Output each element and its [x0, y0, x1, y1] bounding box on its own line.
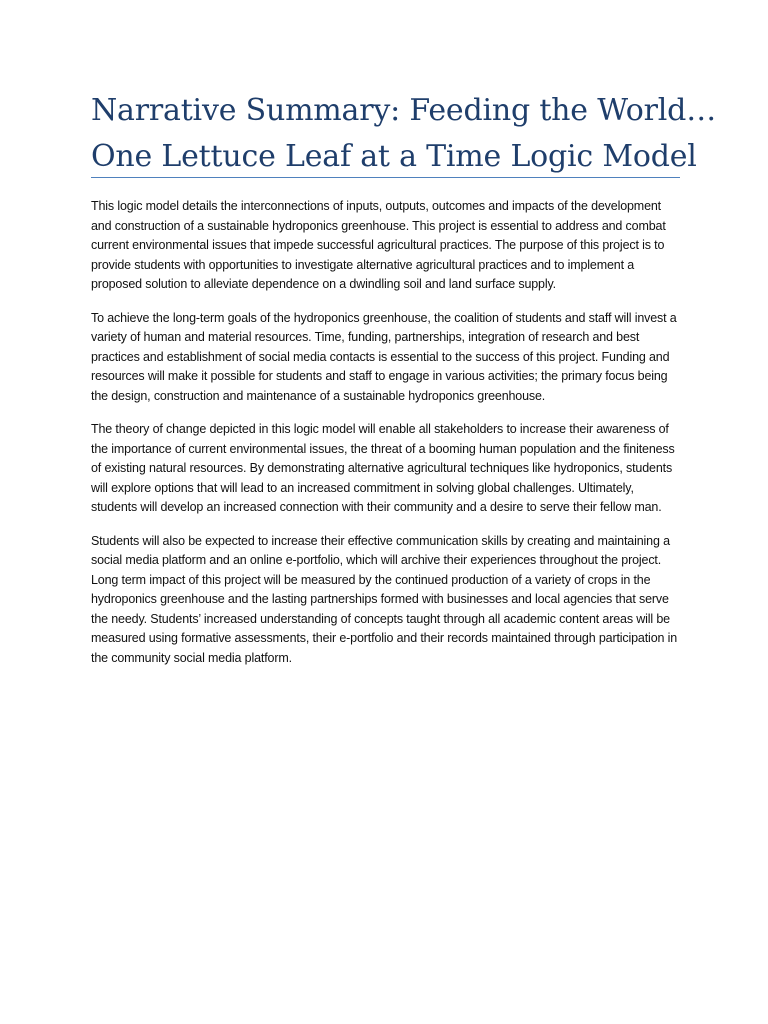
title-line-2: One Lettuce Leaf at a Time Logic Model	[91, 139, 697, 174]
title-underline-rule	[91, 177, 680, 178]
document-title	[91, 88, 716, 180]
paragraph-2: To achieve the long-term goals of the hydroponics greenhouse, the coalition of students and staff will invest a variety of human and material resources. Time, funding, partnerships, integration of research and best practices and establishment of social media contacts is essential to the success of this project. Funding and resources will make it possible for students and staff to engage in various activities; the primary focus being the design, construction and maintenance of a sustainable hydroponics greenhouse.	[91, 310, 677, 403]
title-line-1: Narrative Summary: Feeding the World…	[91, 93, 716, 128]
paragraph-3: The theory of change depicted in this logic model will enable all stakeholders to increase their awareness of the importance of current environmental issues, the threat of a booming human population and the finiteness of existing natural resources. By demonstrating alternative agricultural techniques like hydroponics, students will explore options that will lead to an increased commitment in solving global challenges. Ultimately, students will develop an increased connection with their community and a desire to serve their fellow man.	[91, 422, 675, 514]
paragraph-4: Students will also be expected to increase their effective communication skills by creating and maintaining a social media platform and an online e-portfolio, which will archive their experiences throughout the project. Long term impact of this project will be measured by the continued production of a variety of crops in the hydroponics greenhouse and the lasting partnerships formed with businesses and local agencies that serve the needy. Students’ increased understanding of concepts taught through all academic content areas will be measured using formative assessments, their e-portfolio and their records maintained through participation in the community social media platform.	[91, 533, 678, 665]
paragraph-1: This logic model details the interconnections of inputs, outputs, outcomes and impacts of the development and construction of a sustainable hydroponics greenhouse. This project is essential to address and combat current environmental issues that impede successful agricultural practices. The purpose of this project is to provide students with opportunities to investigate alternative agricultural practices and to implement a proposed solution to alleviate dependence on a dwindling soil and land surface supply.	[91, 199, 666, 291]
body-text	[91, 197, 683, 682]
